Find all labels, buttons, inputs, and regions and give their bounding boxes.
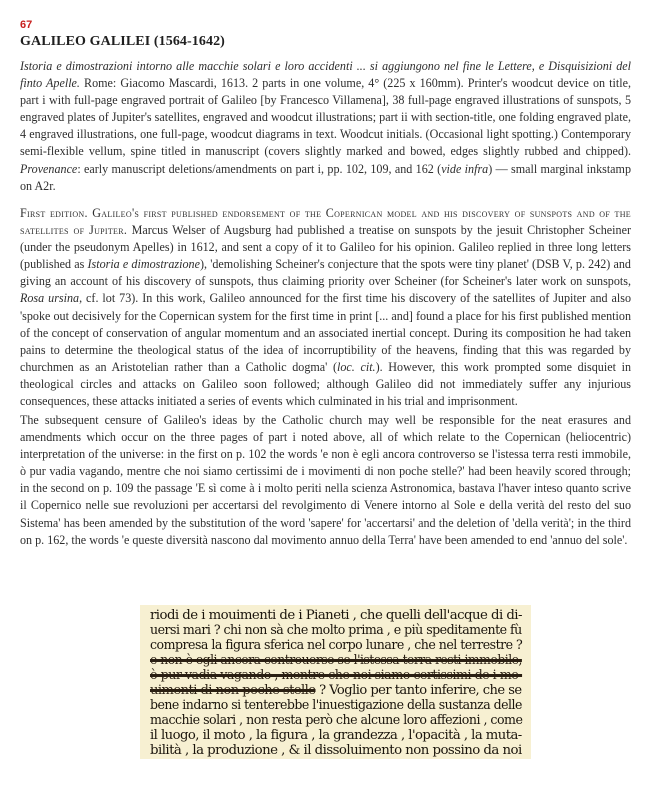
scan-line: bene indarno si tenterebbe l'inuestigazione della sustanza delle	[150, 698, 522, 713]
unstruck-words: ? Voglio per tanto inferire, che se	[315, 683, 522, 698]
essay-italic-3: loc. cit.	[337, 359, 376, 374]
lot-title: GALILEO GALILEI (1564-1642)	[20, 34, 225, 49]
essay-text-3: , cf. lot 73). In this work, Galileo announced for the first time his discovery of the satellites of Jupiter and also 'spoke out decisively for the Copernican system for the first time in print [... and] found a place for his first published mention of the concept of conservation of angular momentum and an associated inertial concept. During its composition he had taken pains to determine the theological status of the idea of incorruptibility of the heavens, finding that this was regarded by churchmen as an Aristotelian rather than a Catholic dogma' (	[20, 291, 631, 374]
imprint-text: Rome: Giacomo Mascardi, 1613. 2 parts in one volume, 4° (225 x 160mm). Printer's woodcut device on title, part i with full-page engraved portrait of Galileo [by Francesco Villamena], 38 full-page engraved illustrations of sunspots, 5 engraved plates of Jupiter's satellites, engraved and woodcut illustrations; part ii with section-title, one folding engraved plate, 4 engraved illustrations, one full-page, woodcut diagrams in text. Woodcut initials. (Occasional light spotting.) Contemporary semi-flexible vellum, spine titled in manuscript (covers slightly marked and bowed, edges slightly rubbed and chipped).	[20, 76, 631, 159]
book-page-scan	[140, 605, 531, 759]
scan-line: il luogo, il moto , la figura , la grandezza , l'opacità , la muta-	[150, 728, 522, 743]
provenance-end: ) — small marginal inkstamp on A2r.	[20, 161, 631, 193]
scan-line: compresa la figura sferica nel corpo lunare , che nel terrestre ?	[150, 638, 523, 653]
essay-italic-1: Istoria e dimostrazione	[87, 257, 200, 272]
scan-line: uersi mari ? chi non sà che molto prima , e più speditamente fù	[150, 623, 522, 638]
essay-text-1: Marcus Welser of Augsburg had published a treatise on sunspots by the jesuit Christopher Scheiner (under the pseudonym Apelles) in 1612, and sent a copy of it to Galileo for his opinion. Galileo replied in three long letters (published as	[20, 223, 631, 272]
essay-heading: First edition. Galileo's first published endorsement of the Copernican model and his discovery of sunspots and of the satellites of Jupiter.	[20, 206, 631, 238]
struck-words: uimenti di non poche stelle	[150, 683, 316, 698]
provenance-label: Provenance	[20, 161, 78, 176]
essay-text-2: ), 'demolishing Scheiner's conjecture that the spots were tiny planet' (DSB V, p. 242) and giving an account of his discovery of sunspots, thus claiming priority over Scheiner (for Scheiner's later work on sunspots,	[20, 257, 631, 289]
essay-paragraph	[20, 205, 631, 410]
provenance-text: : early manuscript deletions/amendments on part i, pp. 102, 109, and 162 (	[77, 161, 442, 176]
scan-line: riodi de i mouimenti de i Pianeti , che quelli dell'acque di di-	[150, 608, 522, 623]
scan-line: macchie solari , non resta però che alcune loro affezioni , come	[150, 713, 523, 728]
scan-line-struck: e non è egli ancora controuerso se l'istessa terra resti immobile,	[150, 653, 522, 668]
book-title: Istoria e dimostrazioni intorno alle macchie solari e loro accidenti ... si aggiungono nel fine le Lettere, e Disquisizioni del finto Apelle.	[20, 59, 631, 91]
essay-italic-2: Rosa ursina	[20, 291, 80, 306]
essay-text-4: ). However, this work prompted some disquiet in theological circles and attacks on Galileo soon followed; although Galileo did not immediately suffer any injurious consequences, these attacks initiated a series of events which culminated in his trial and imprisonment.	[20, 359, 631, 409]
bibliographic-description	[20, 58, 631, 195]
lot-number: 67	[20, 19, 33, 31]
scan-line-partly-struck	[150, 683, 522, 698]
censure-paragraph: The subsequent censure of Galileo's ideas by the Catholic church may well be responsible for the neat erasures and amendments which occur on the three pages of part i noted above, all of which relate to the Copernican (heliocentric) interpretation of the universe: in the first on p. 102 the words 'e non è egli ancora controverso se l'istessa terra resti immobile, ò pur vadia vagando, mentre che noi siamo certissimi de i movimenti di non poche stelle?' had been heavily scored through; in the second on p. 109 the passage 'E sì come à i molto periti nella scienza Astronomica, bastava l'haver inteso quanto scrive il Copernico nelle sue revoluzioni per accertarsi del revolgimento di Venere intorno al Sole e della verità del resto del suo Sistema' has been amended by the substitution of the word 'sapere' for 'accertarsi' and the deletion of 'della verità'; in the third on p. 162, the words 'e queste diversità nascono dal movimento annuo della Terra' have been amended to end 'annuo del sole'.	[20, 413, 631, 547]
scan-line-struck: ò pur vadia vagando , mentre che noi siamo certissimi de i mo-	[150, 668, 523, 683]
scan-line: bilità , la produzione , & il dissoluimento non possino da noi	[150, 743, 522, 758]
vide-infra: vide infra	[441, 161, 489, 176]
